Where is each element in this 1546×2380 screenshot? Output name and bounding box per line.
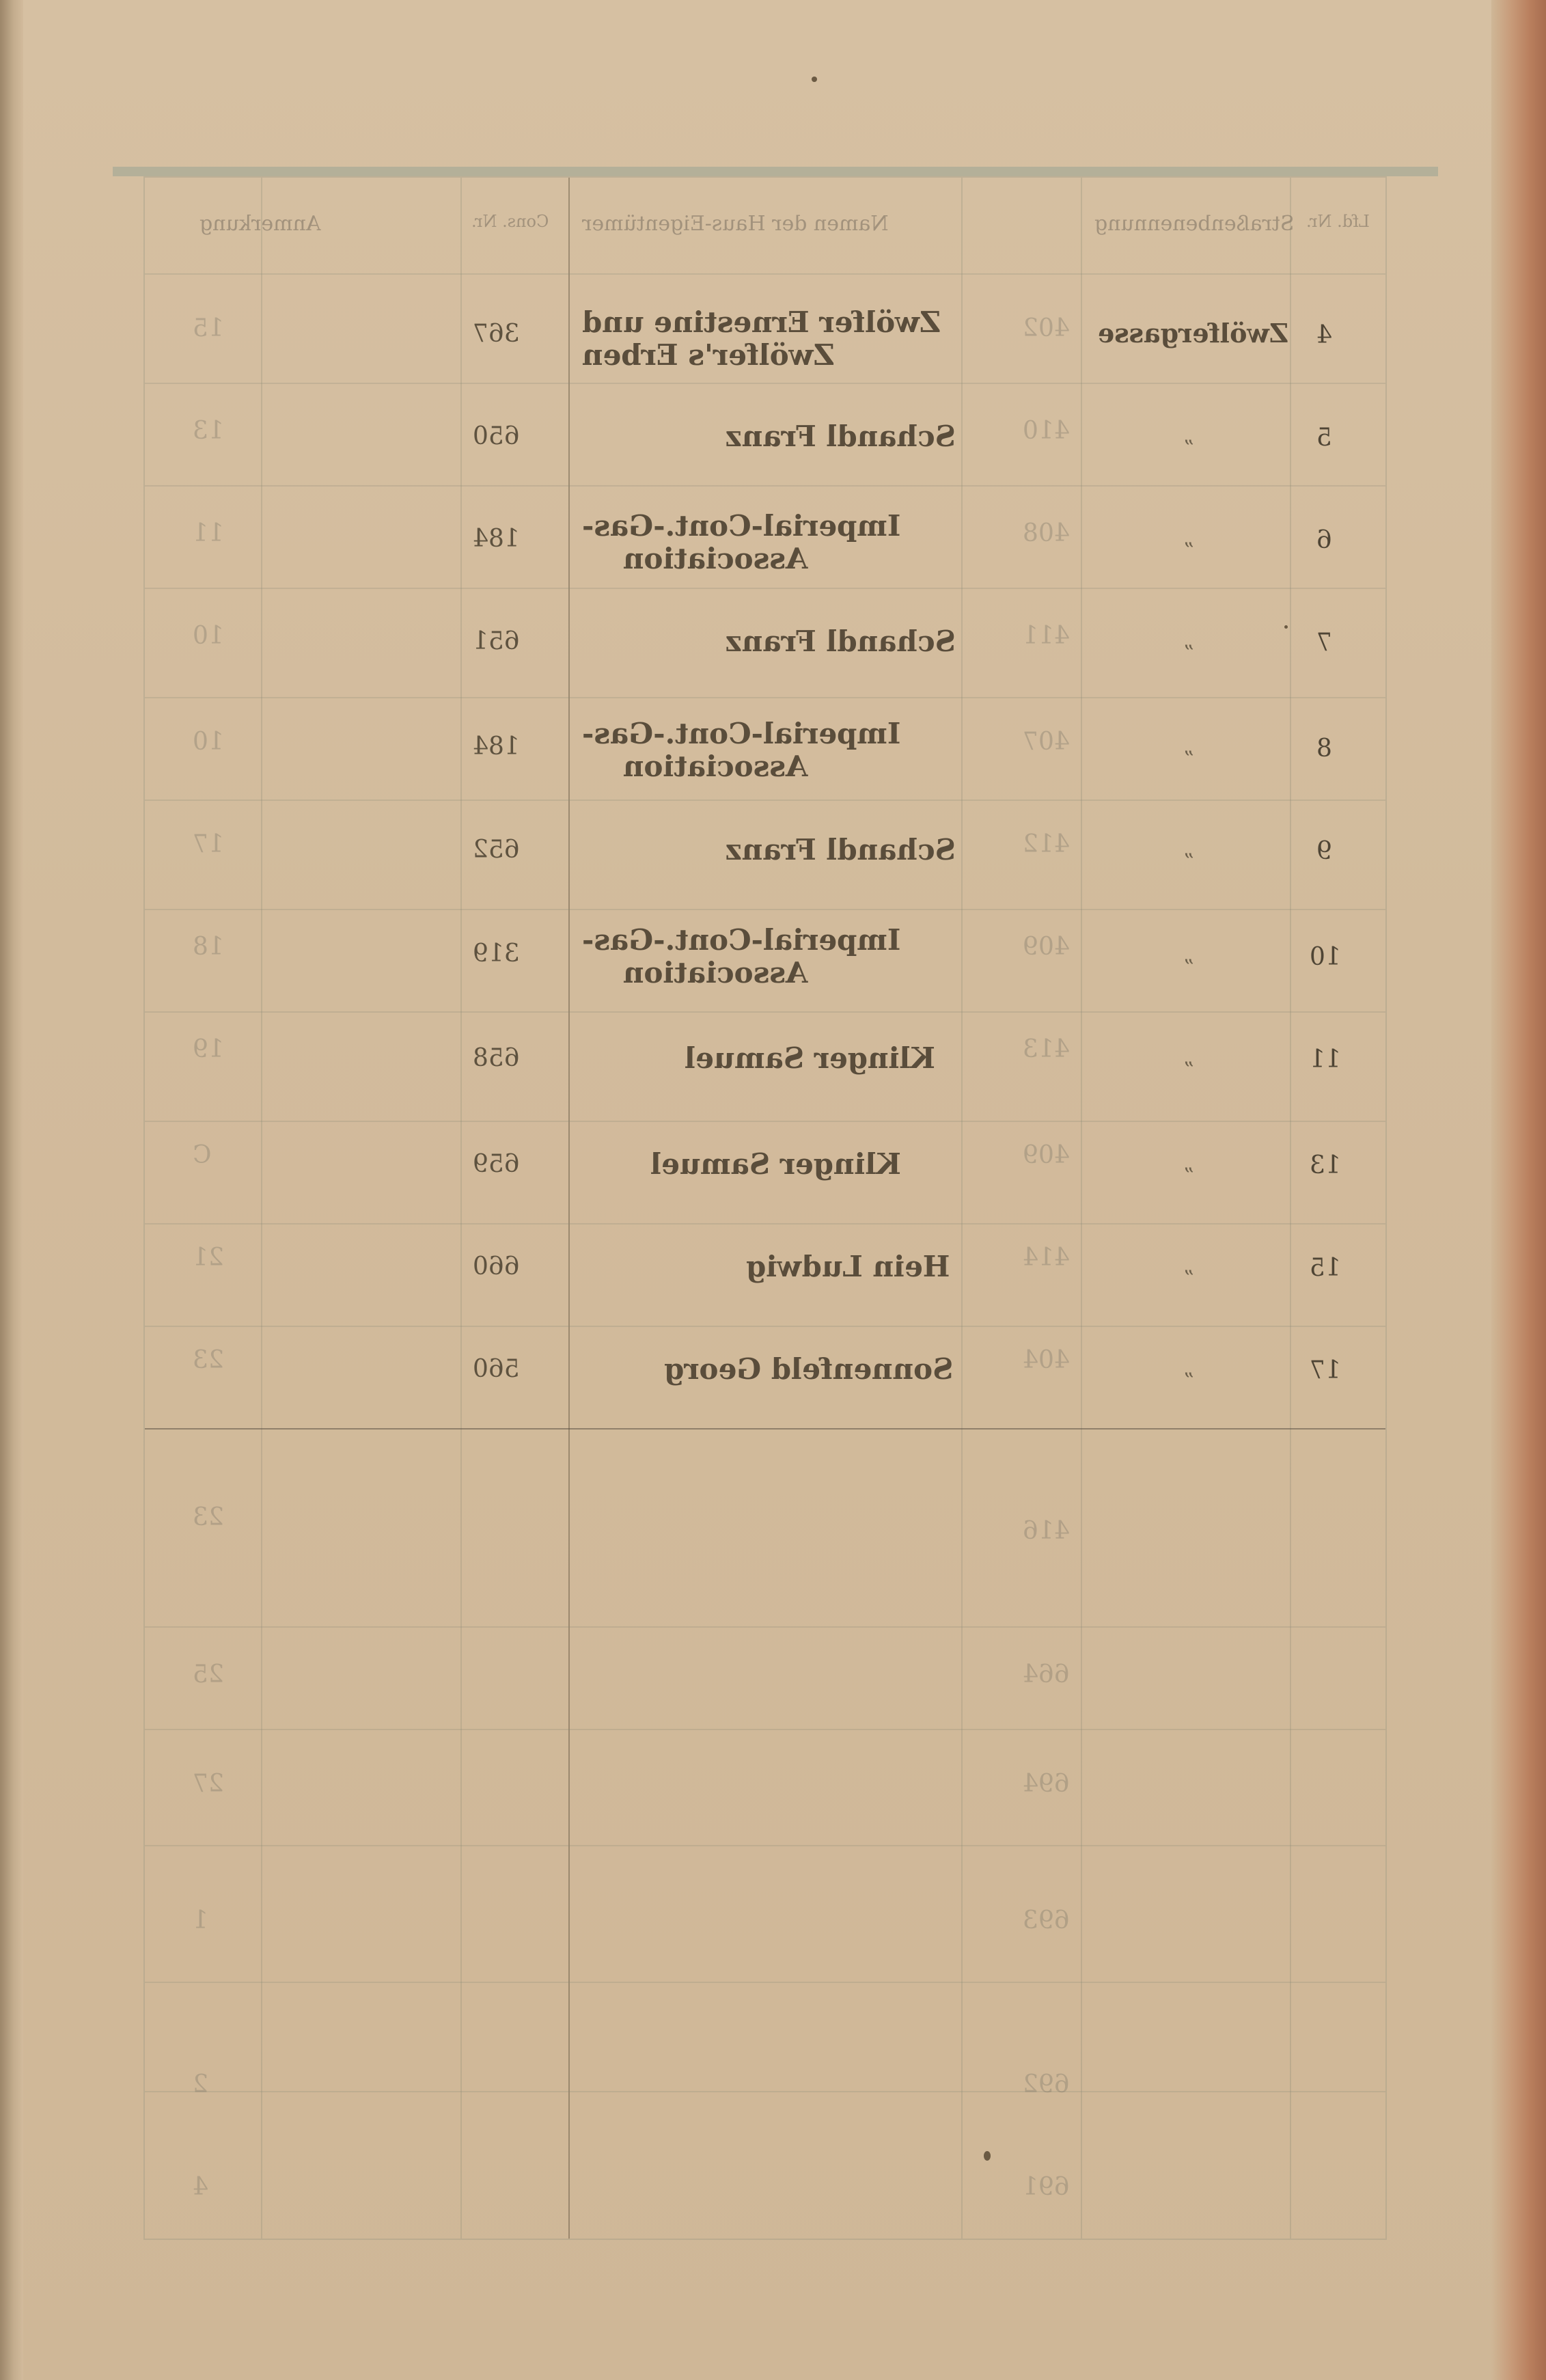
ghost-number: 409	[1023, 933, 1070, 961]
ghost-number: 409	[1023, 1141, 1070, 1169]
row-lfd: 13	[1310, 1151, 1341, 1179]
register-table	[143, 176, 1387, 2240]
ghost-number: 416	[1023, 1517, 1070, 1545]
ghost-number: 414	[1023, 1244, 1070, 1272]
row-owner-line1: Sonnenfeld Georg	[664, 1352, 954, 1386]
row-owner-line1: Klinger Samuel	[685, 1041, 935, 1075]
row-street: „	[1183, 1254, 1194, 1278]
ghost-number: 17	[193, 830, 224, 858]
ghost-number: 10	[193, 622, 224, 650]
ink-speck	[984, 2151, 991, 2161]
ghost-number: 1	[193, 1906, 208, 1934]
ghost-number: 664	[1023, 1660, 1070, 1688]
row-cons: 652	[473, 836, 520, 864]
header-street: Straßenbenennung	[1094, 212, 1295, 236]
row-owner-line1: Hein Ludwig	[746, 1250, 950, 1283]
row-street: „	[1183, 1045, 1194, 1069]
page-binding-edge	[0, 0, 23, 2380]
ghost-number: 25	[193, 1660, 224, 1688]
row-cons: 660	[473, 1253, 520, 1281]
row-cons: 650	[473, 422, 520, 450]
row-lfd: 15	[1310, 1254, 1341, 1282]
ghost-number: 402	[1023, 314, 1070, 342]
ghost-number: 410	[1023, 417, 1070, 445]
row-street: „	[1183, 629, 1194, 653]
row-lfd: 10	[1310, 943, 1341, 971]
row-owner-line1: Imperial-Cont.-Gas-	[582, 717, 901, 750]
row-street: „	[1183, 735, 1194, 758]
header-remark: Anmerkung	[199, 212, 321, 236]
header-lfd: Lfd. Nr.	[1306, 212, 1370, 231]
row-street: „	[1183, 1151, 1194, 1175]
header-cons: Cons. Nr.	[471, 212, 549, 231]
row-cons: 319	[473, 940, 520, 968]
ghost-number: 408	[1023, 519, 1070, 547]
row-owner-line1: Schandl Franz	[726, 833, 956, 866]
ghost-number: 13	[193, 417, 224, 445]
ghost-number: 15	[193, 314, 224, 342]
ghost-number: 2	[193, 2070, 208, 2098]
row-lfd: 7	[1316, 629, 1332, 657]
row-lfd: 5	[1316, 424, 1332, 452]
row-lfd: 17	[1310, 1356, 1341, 1384]
top-rule	[113, 167, 1438, 176]
ghost-number: 27	[193, 1770, 224, 1798]
page-worn-edge	[1491, 0, 1546, 2380]
row-cons: 651	[473, 627, 520, 655]
row-lfd: 4	[1316, 321, 1332, 349]
ghost-number: 23	[193, 1346, 224, 1374]
row-lfd: 8	[1316, 735, 1332, 763]
row-cons: 659	[473, 1150, 520, 1178]
row-owner-line1: Imperial-Cont.-Gas-	[582, 509, 901, 543]
ghost-number: 11	[193, 519, 224, 547]
ghost-number: 693	[1023, 1906, 1070, 1934]
row-owner-line1: Schandl Franz	[726, 420, 956, 453]
ghost-number: 413	[1023, 1035, 1070, 1063]
ghost-number: 694	[1023, 1770, 1070, 1798]
row-cons: 560	[473, 1355, 520, 1383]
ghost-number: 412	[1023, 830, 1070, 858]
ink-speck	[812, 77, 817, 82]
row-owner-line1: Schandl Franz	[726, 625, 956, 658]
row-lfd: 11	[1310, 1045, 1341, 1073]
row-cons: 658	[473, 1044, 520, 1072]
row-owner-line2: Association	[623, 542, 808, 575]
row-owner-line2: Zwölfer's Erben	[582, 338, 835, 372]
row-cons: 367	[473, 320, 520, 348]
row-owner-line1: Klinger Samuel	[650, 1147, 901, 1181]
row-cons: 184	[473, 525, 520, 553]
row-street: „	[1183, 943, 1194, 967]
ghost-number: 4	[193, 2173, 208, 2201]
row-owner-line2: Association	[623, 750, 808, 783]
ghost-number: 10	[193, 728, 224, 756]
row-owner-line2: Association	[623, 956, 808, 989]
ghost-number: 404	[1023, 1346, 1070, 1374]
ghost-number: 19	[193, 1035, 224, 1063]
row-owner-line1: Zwölfer Ernestine und	[582, 305, 941, 339]
ghost-number: 691	[1023, 2173, 1070, 2201]
row-lfd: 6	[1316, 526, 1332, 554]
ghost-number: 411	[1023, 622, 1070, 650]
row-street: „	[1183, 424, 1194, 448]
ghost-number: C	[193, 1141, 212, 1169]
ghost-number: 23	[193, 1503, 224, 1531]
row-owner-line1: Imperial-Cont.-Gas-	[582, 923, 901, 957]
header-owner: Namen der Haus-Eigentümer	[582, 212, 889, 236]
ghost-number: 18	[193, 933, 224, 961]
ghost-number: 407	[1023, 728, 1070, 756]
row-lfd: 9	[1316, 837, 1332, 865]
row-street: Zwölfergasse	[1098, 318, 1288, 348]
ink-speck	[1284, 625, 1288, 629]
row-street: „	[1183, 837, 1194, 861]
row-street: „	[1183, 1356, 1194, 1380]
row-street: „	[1183, 526, 1194, 550]
row-cons: 184	[473, 733, 520, 761]
ghost-number: 21	[193, 1244, 224, 1272]
ghost-number: 692	[1023, 2070, 1070, 2098]
